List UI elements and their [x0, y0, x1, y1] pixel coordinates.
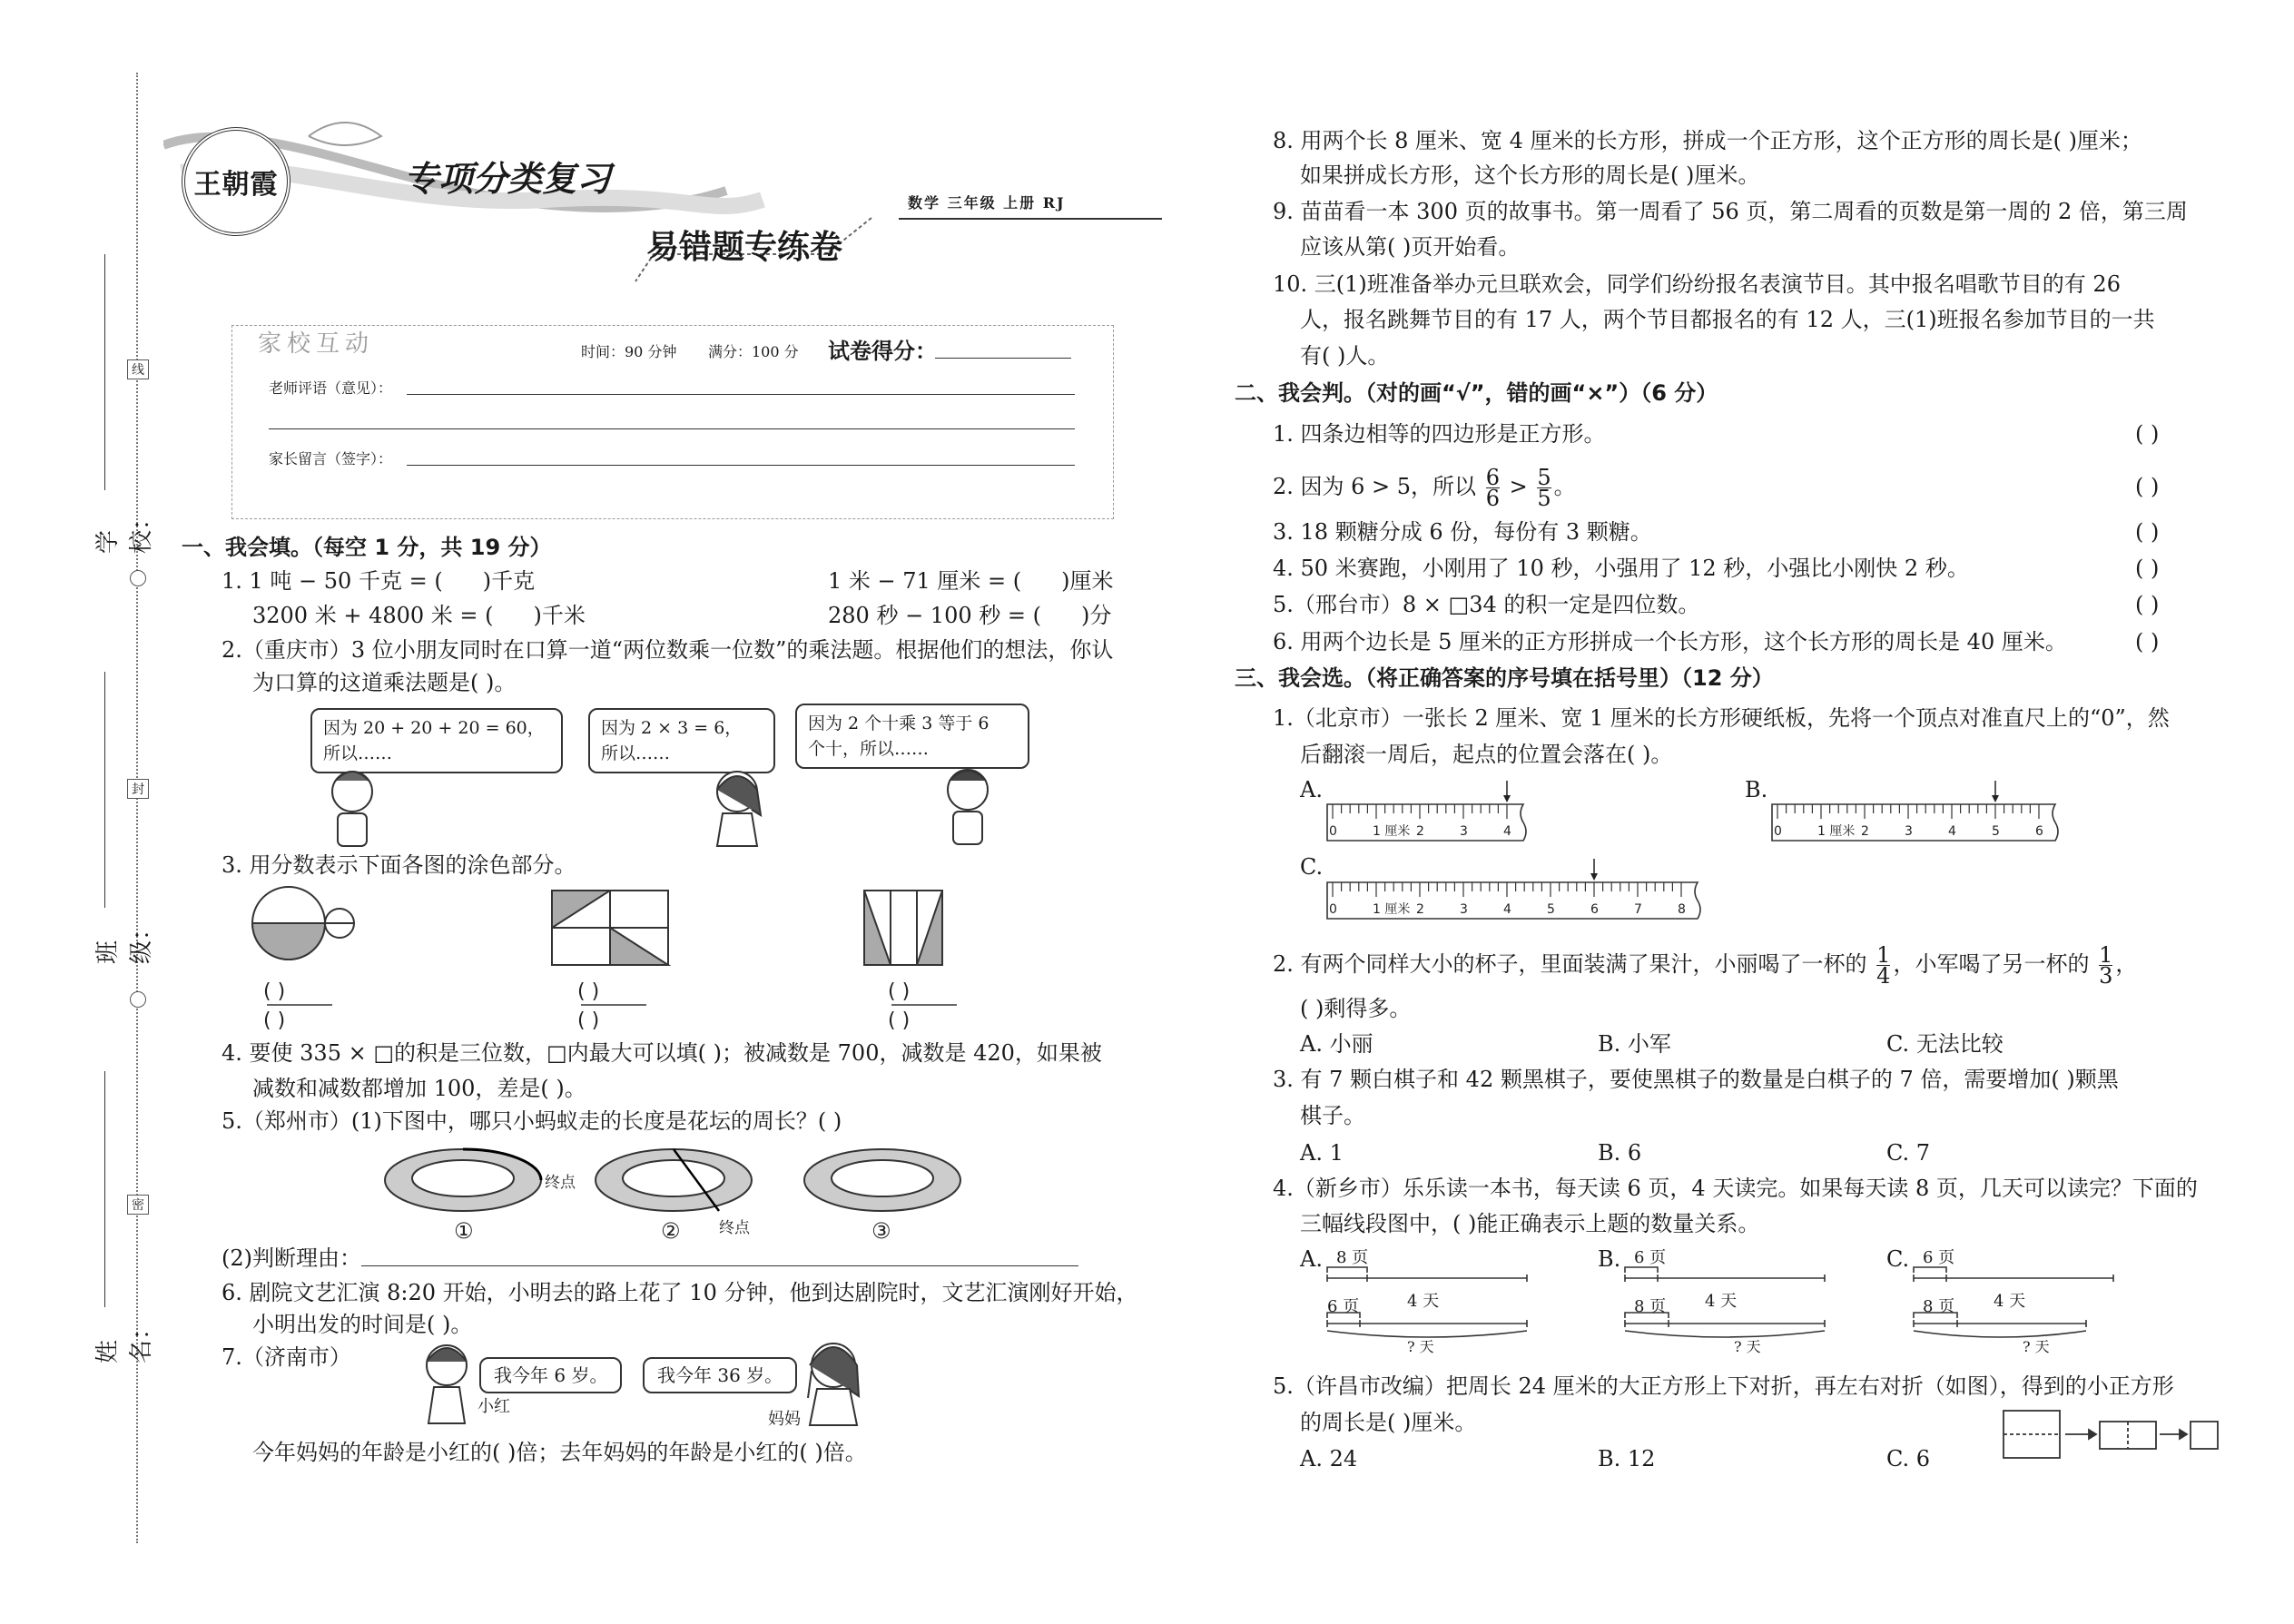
choice-q5-opt-b[interactable]: B. 12: [1598, 1446, 1656, 1471]
q7-answer-line: 今年妈妈的年龄是小红的( )倍；去年妈妈的年龄是小红的( )倍。: [252, 1440, 867, 1465]
svg-text:( ): ( ): [888, 980, 911, 1003]
q3-answer-parens: [263, 980, 910, 1032]
ruler-a: [1325, 779, 1561, 851]
time-limit: 时间：90 分钟: [581, 343, 677, 360]
teacher-comment-input[interactable]: [407, 394, 1075, 395]
school-label: 学校：: [94, 506, 155, 554]
judge-frac-2: $\frac{5}{5}$: [1537, 465, 1551, 511]
q1-b: 1 米 − 71 厘米 = ( )厘米: [828, 568, 1114, 594]
bubble-1-line2: 所以……: [323, 743, 393, 763]
q1-a: 1. 1 吨 − 50 千克 = ( )千克: [222, 568, 536, 594]
judge-answer-1[interactable]: ( ): [2135, 421, 2160, 447]
bubble-3-line1: 因为 2 个十乘 3 等于 6: [808, 714, 989, 733]
choice-q5-opt-c[interactable]: C. 6: [1886, 1446, 1931, 1471]
choice-q2-frac-b: $\frac{1}{3}$: [2099, 942, 2113, 989]
choice-q2-opt-c[interactable]: C. 无法比较: [1886, 1031, 2004, 1057]
score-input[interactable]: [935, 358, 1071, 359]
bubble-2-line2: 所以……: [601, 743, 671, 763]
q2-bubble-3: [795, 704, 1029, 769]
diagram-b-label: B.: [1598, 1246, 1621, 1272]
choice-q2-line2: ( )剩得多。: [1300, 996, 1412, 1021]
svg-text:( ): ( ): [263, 980, 286, 1003]
judge-answer-3[interactable]: ( ): [2135, 519, 2160, 545]
svg-text:( ): ( ): [888, 1009, 911, 1032]
q7-bubble-xiaohong: 我今年 6 岁。: [479, 1357, 622, 1393]
ruler-tick-label: 3: [1905, 824, 1913, 839]
diagram-a-label: A.: [1300, 1246, 1323, 1272]
q5-reason-input[interactable]: [361, 1265, 1078, 1266]
q1-c: 3200 米 + 4800 米 = ( )千米: [252, 603, 586, 628]
ruler-tick-label: 7: [1634, 902, 1642, 917]
q7-name-xiaohong: 小红: [478, 1397, 510, 1416]
ruler-tick-label: 2: [1861, 824, 1869, 839]
choice-q5-line1: 5.（许昌市改编）把周长 24 厘米的大正方形上下对折，再左右对折（如图），得到的小正方形: [1273, 1373, 2174, 1399]
ruler-tick-label: 0: [1329, 902, 1337, 917]
diagram-b-segments: [1598, 1245, 1852, 1345]
ruler-tick-label: 1 厘米: [1373, 824, 1411, 839]
header-meta: 数学 三年级 上册 RJ: [908, 194, 1066, 212]
diagram-b-days: 4 天: [1705, 1292, 1738, 1311]
judge-answer-6[interactable]: ( ): [2135, 629, 2160, 655]
child-boy-1-icon: [332, 772, 372, 846]
choice-q2-frac-a: $\frac{1}{4}$: [1876, 942, 1891, 989]
teacher-comment-label: 老师评语（意见）：: [269, 379, 393, 397]
ruler-body: [1327, 804, 1526, 841]
name-label: 姓名：: [94, 1315, 155, 1363]
bind-mark-feng: 封: [127, 779, 149, 799]
paper-title: 易错题专练卷: [646, 229, 843, 266]
choice-q2-line1: 2. 有两个同样大小的杯子，里面装满了果汁，小丽喝了一杯的 $\frac{1}{4}$ ，小军喝了另一杯的 $\frac{1}{3}$ ，: [1273, 942, 2138, 989]
school-field-line: [104, 254, 105, 490]
q8-line2: 如果拼成长方形，这个长方形的周长是( )厘米。: [1300, 162, 1760, 188]
q9-line1: 9. 苗苗看一本 300 页的故事书。第一周看了 56 页，第二周看的页数是第一周的 2 倍，第三周: [1273, 199, 2188, 224]
small-square: [2191, 1422, 2218, 1449]
q7-name-mother: 妈妈: [768, 1410, 801, 1429]
svg-text:( ): ( ): [263, 1009, 286, 1032]
diagram-b-top: 6 页: [1634, 1248, 1667, 1267]
diagram-a-top: 8 页: [1336, 1248, 1369, 1267]
q7-bubble-mother: 我今年 36 岁。: [643, 1357, 797, 1393]
diagram-b-bottom: 8 页: [1634, 1297, 1667, 1316]
score-label: 试卷得分：: [828, 338, 937, 364]
choice-q2-opt-b[interactable]: B. 小军: [1598, 1031, 1671, 1057]
mother-icon: [808, 1343, 859, 1425]
judge-item-5: 5.（邢台市）8 × □34 的积一定是四位数。: [1273, 592, 1700, 617]
logo-text: 王朝霞: [193, 169, 279, 201]
choice-q3-opt-c[interactable]: C. 7: [1886, 1140, 1931, 1166]
flowerbed-2-number: ②: [661, 1218, 681, 1242]
ruler-tick-label: 1 厘米: [1817, 824, 1856, 839]
child-boy-2-icon: [948, 770, 988, 844]
q6-line1: 6. 剧院文艺汇演 8:20 开始，小明去的路上花了 10 分钟，他到达剧院时，文艺汇演刚好开始，: [222, 1280, 1138, 1305]
section2-title: 二、我会判。（对的画“√”，错的画“×”）（6 分）: [1235, 380, 1718, 406]
flowerbed-2-endpoint: 终点: [719, 1219, 750, 1237]
ruler-tick-label: 0: [1774, 824, 1782, 839]
q1-d: 280 秒 − 100 秒 = ( )分: [828, 603, 1112, 628]
class-label: 班级：: [94, 916, 155, 964]
info-section-label: 家校互动: [258, 330, 375, 358]
flowerbed-3-number: ③: [871, 1218, 891, 1242]
bubble-1-line1: 因为 20 + 20 + 20 = 60，: [323, 718, 545, 738]
flowerbed-1-number: ①: [454, 1218, 474, 1242]
parent-comment-label: 家长留言（签字）：: [269, 450, 393, 468]
ruler-tick-label: 0: [1329, 824, 1337, 839]
bubble-2-line1: 因为 2 × 3 = 6，: [601, 718, 743, 738]
flowerbed-2: [596, 1149, 752, 1211]
bubble-3-line2: 个十，所以……: [808, 739, 930, 759]
judge-item-4: 4. 50 米赛跑，小刚用了 10 秒，小强用了 12 秒，小强比小刚快 2 秒。: [1273, 556, 1969, 581]
svg-text:( ): ( ): [577, 1009, 600, 1032]
flowerbed-1: [385, 1149, 541, 1211]
ruler-tick-label: 3: [1460, 824, 1468, 839]
name-field[interactable]: [54, 1071, 155, 1363]
series-title: 专项分类复习: [404, 159, 612, 199]
q7-label: 7.（济南市）: [222, 1344, 351, 1370]
judge-answer-5[interactable]: ( ): [2135, 592, 2160, 617]
flowerbed-1-endpoint: 终点: [545, 1174, 576, 1192]
ruler-arrowhead: [1503, 795, 1511, 802]
ruler-a-label: A.: [1300, 777, 1323, 802]
segment-diagram-b[interactable]: [1598, 1245, 1852, 1355]
class-field[interactable]: [54, 672, 155, 964]
ruler-tick-label: 3: [1460, 902, 1468, 917]
choice-q3-line1: 3. 有 7 颗白棋子和 42 颗黑棋子，要使黑棋子的数量是白棋子的 7 倍，需要增加( )颗黑: [1273, 1067, 2119, 1092]
name-field-line: [104, 1071, 105, 1307]
ruler-arrowhead: [1992, 795, 1999, 802]
choice-q3-opt-b[interactable]: B. 6: [1598, 1140, 1642, 1166]
diagram-c-bottom: 8 页: [1923, 1297, 1955, 1316]
choice-q3-opt-a[interactable]: A. 1: [1300, 1140, 1344, 1166]
q6-line2: 小明出发的时间是( )。: [252, 1312, 473, 1337]
diagram-c-q: ? 天: [2023, 1338, 2050, 1355]
choice-q3-line2: 棋子。: [1300, 1103, 1365, 1128]
ruler-c: [1325, 857, 1725, 930]
ruler-tick-label: 4: [1948, 824, 1956, 839]
judge-item-2: 2. 因为 6 > 5，所以 $\frac{6}{6}$ > $\frac{5}{5}$ 。: [1273, 465, 1576, 511]
q2-children-illustrations: [309, 763, 1035, 853]
diagram-c-segments: [1886, 1245, 2141, 1345]
q3-circle-figure: [252, 887, 354, 960]
full-score: 满分：100 分: [708, 343, 799, 360]
q9-line2: 应该从第( )页开始看。: [1300, 234, 1521, 260]
judge-frac-1: $\frac{6}{6}$: [1485, 465, 1500, 511]
ruler-tick-label: 4: [1503, 902, 1511, 917]
q3-rectangle-figure: [552, 891, 668, 965]
diagram-c-days: 4 天: [1994, 1292, 2026, 1311]
choice-q2-opt-a[interactable]: A. 小丽: [1300, 1031, 1373, 1057]
school-field[interactable]: [54, 254, 155, 554]
segment-diagram-c[interactable]: [1886, 1245, 2141, 1355]
choice-q1-line1: 1.（北京市）一张长 2 厘米、宽 1 厘米的长方形硬纸板，先将一个顶点对准直尺上的“0”，然: [1273, 705, 2170, 731]
q10-line1: 10. 三(1)班准备举办元旦联欢会，同学们纷纷报名表演节目。其中报名唱歌节目的有 26: [1273, 271, 2121, 297]
logo-seal: [182, 127, 290, 236]
header-meta-rule: [899, 218, 1162, 220]
choice-q4-line1: 4.（新乡市）乐乐读一本书，每天读 6 页，4 天读完。如果每天读 8 页，几天可以读完？下面的: [1273, 1176, 2198, 1201]
q3-figures: [245, 885, 989, 1039]
diagram-a-days: 4 天: [1407, 1292, 1440, 1311]
choice-q5-line2: 的周长是( )厘米。: [1300, 1410, 1477, 1435]
ruler-tick-label: 6: [2035, 824, 2043, 839]
child-girl-icon: [717, 772, 761, 846]
diagram-a-bottom: 6 页: [1327, 1297, 1360, 1316]
ruler-body: [1772, 804, 2058, 841]
q4-line1: 4. 要使 335 × □的积是三位数，□内最大可以填( )；被减数是 700，减数是 420，如果被: [222, 1040, 1102, 1066]
ruler-tick-label: 5: [1992, 824, 2000, 839]
teacher-comment-input-2[interactable]: [269, 428, 1075, 429]
judge-item-3: 3. 18 颗糖分成 6 份，每份有 3 颗糖。: [1273, 519, 1652, 545]
ruler-tick-label: 6: [1590, 902, 1599, 917]
diagram-b-q: ? 天: [1734, 1338, 1761, 1355]
folding-square-figure: [2002, 1407, 2220, 1462]
segment-diagram-a[interactable]: [1300, 1245, 1554, 1355]
judge-item-6: 6. 用两个边长是 5 厘米的正方形拼成一个长方形，这个长方形的周长是 40 厘米。: [1273, 629, 2067, 655]
binding-hole: [130, 570, 146, 586]
parent-comment-input[interactable]: [407, 465, 1075, 466]
q3-square-figure: [864, 891, 942, 965]
q3-text: 3. 用分数表示下面各图的涂色部分。: [222, 852, 576, 878]
ruler-tick-label: 5: [1547, 902, 1555, 917]
q2-line1: 2.（重庆市）3 位小朋友同时在口算一道“两位数乘一位数”的乘法题。根据他们的想法，你认: [222, 637, 1114, 663]
ruler-tick-label: 2: [1416, 824, 1424, 839]
class-field-line: [104, 672, 105, 908]
ruler-tick-label: 1 厘米: [1373, 902, 1411, 917]
ruler-tick-label: 4: [1503, 824, 1511, 839]
girl-xiaohong-icon: [427, 1345, 467, 1423]
diagram-c-top: 6 页: [1923, 1248, 1955, 1267]
q5-part2: (2)判断理由：: [222, 1245, 361, 1271]
binding-hole: [130, 991, 146, 1008]
judge-answer-4[interactable]: ( ): [2135, 556, 2160, 581]
choice-q5-opt-a[interactable]: A. 24: [1300, 1446, 1358, 1471]
ruler-tick-label: 2: [1416, 902, 1424, 917]
diagram-a-q: ? 天: [1407, 1338, 1434, 1355]
choice-q4-line2: 三幅线段图中，( )能正确表示上题的数量关系。: [1300, 1211, 1760, 1236]
choice-q1-line2: 后翻滚一周后，起点的位置会落在( )。: [1300, 742, 1673, 767]
ruler-c-label: C.: [1300, 854, 1324, 880]
bind-mark-mi: 密: [127, 1195, 149, 1215]
svg-text:( ): ( ): [577, 980, 600, 1003]
diagram-a-segments: [1300, 1245, 1554, 1345]
ruler-arrowhead: [1590, 873, 1598, 881]
section1-title: 一、我会填。（每空 1 分，共 19 分）: [182, 535, 552, 560]
q10-line3: 有( )人。: [1300, 343, 1390, 369]
q8-line1: 8. 用两个长 8 厘米、宽 4 厘米的长方形，拼成一个正方形，这个正方形的周长是( )厘米；: [1273, 128, 2142, 153]
q2-line2: 为口算的这道乘法题是( )。: [252, 670, 517, 695]
ruler-b-label: B.: [1745, 777, 1768, 802]
judge-item-1: 1. 四条边相等的四边形是正方形。: [1273, 421, 1606, 447]
section3-title: 三、我会选。（将正确答案的序号填在括号里）（12 分）: [1235, 665, 1774, 691]
judge-answer-2[interactable]: ( ): [2135, 474, 2160, 499]
q4-line2: 减数和减数都增加 100，差是( )。: [252, 1076, 586, 1101]
bind-mark-xian: 线: [127, 359, 149, 379]
ruler-tick-label: 8: [1678, 902, 1686, 917]
diagram-c-label: C.: [1886, 1246, 1910, 1272]
flowerbed-3: [804, 1149, 960, 1211]
q5-flowerbeds: [381, 1142, 971, 1242]
ruler-b: [1770, 779, 2079, 851]
q10-line2: 人，报名跳舞节目的有 17 人，两个节目都报名的有 12 人，三(1)班报名参加节目的一共: [1300, 307, 2155, 332]
q5-part1: 5.（郑州市）(1)下图中，哪只小蚂蚁走的长度是花坛的周长？( ): [222, 1108, 842, 1134]
